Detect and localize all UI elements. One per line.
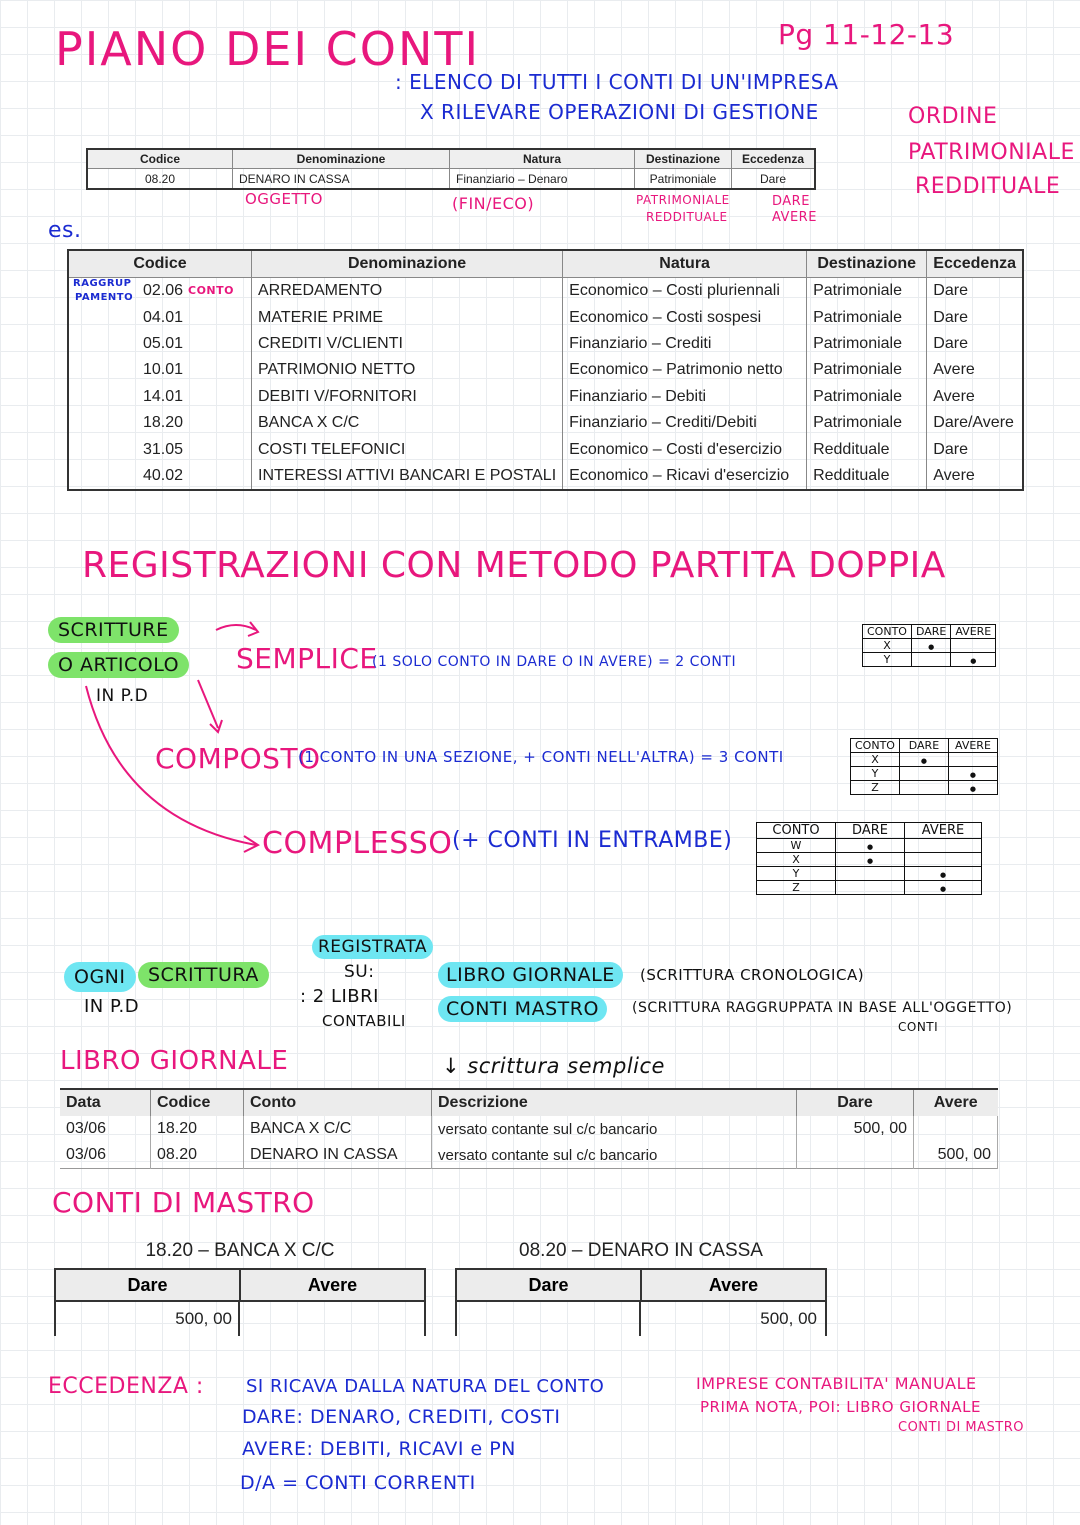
imprese-line-2: PRIMA NOTA, POI: LIBRO GIORNALE (700, 1398, 981, 1416)
example-mark: es. (48, 218, 82, 243)
cell-destinazione: Patrimoniale (807, 357, 927, 383)
cell-destinazione: Patrimoniale (807, 304, 927, 330)
cell-conto: DENARO IN CASSA (244, 1142, 432, 1169)
col-avere: Avere (914, 1089, 998, 1116)
articolo-label: O ARTICOLO (48, 652, 189, 678)
ledger-avere-value (240, 1302, 424, 1336)
libro-giornale-title: LIBRO GIORNALE (60, 1046, 289, 1076)
cell-natura: Economico – Patrimonio netto (563, 357, 807, 383)
note-destinazione-2: REDDITUALE (646, 210, 728, 224)
cell-codice: 18.20 (68, 410, 252, 436)
table-row (68, 357, 1023, 383)
note-raggruppamento-1: RAGGRUP (73, 278, 132, 289)
eccedenza-line-4: D/A = CONTI CORRENTI (240, 1472, 476, 1494)
libro-giornale-label: LIBRO GIORNALE (438, 962, 623, 988)
cell-denominazione: BANCA X C/C (252, 410, 563, 436)
cell-denominazione: DEBITI V/FORNITORI (252, 384, 563, 410)
ledger-dare-header: Dare (457, 1270, 642, 1300)
mini-dare: DARE (899, 739, 948, 753)
definition-line-1: : ELENCO DI TUTTI I CONTI DI UN'IMPRESA (395, 70, 839, 94)
cell-natura: Finanziario – Debiti (563, 384, 807, 410)
mini-dot (836, 839, 905, 853)
table-row (68, 463, 1023, 490)
ogni-label: OGNI (64, 962, 136, 992)
note-conto: CONTO (188, 284, 234, 297)
col-descrizione: Descrizione (432, 1089, 797, 1116)
mini-dare: DARE (911, 625, 950, 639)
table-row (60, 1142, 998, 1169)
cell-descrizione: versato contante sul c/c bancario (432, 1116, 797, 1142)
mini-table-composto (850, 738, 998, 795)
scritture-label: SCRITTURE (48, 617, 179, 643)
cell-denominazione: CREDITI V/CLIENTI (252, 331, 563, 357)
in-pd-label-2: IN P.D (84, 996, 140, 1017)
cell-natura: Finanziario – Crediti/Debiti (563, 410, 807, 436)
scrittura-label: SCRITTURA (138, 962, 269, 988)
cell-data: 03/06 (60, 1142, 151, 1169)
table-row (68, 410, 1023, 436)
table-row (68, 384, 1023, 410)
eccedenza-line-2: DARE: DENARO, CREDITI, COSTI (242, 1406, 561, 1428)
mini-dot (905, 881, 982, 895)
col-data: Data (60, 1089, 151, 1116)
registrata-label: REGISTRATA (312, 935, 433, 959)
cell-codice: 14.01 (68, 384, 252, 410)
cell-denominazione: MATERIE PRIME (252, 304, 563, 330)
mini-avere: AVERE (905, 823, 982, 839)
cell-denominazione: DENARO IN CASSA (233, 169, 450, 190)
page-reference: Pg 11-12-13 (778, 18, 955, 51)
mini-table-semplice (862, 624, 996, 667)
cell-codice: 08.20 (87, 169, 233, 190)
complesso-note: (+ CONTI IN ENTRAMBE) (452, 828, 733, 853)
mini-conto: CONTO (757, 823, 836, 839)
cell-descrizione: versato contante sul c/c bancario (432, 1142, 797, 1169)
eccedenza-line-3: AVERE: DEBITI, RICAVI e PN (242, 1438, 516, 1460)
note-eccedenza-1: DARE (772, 194, 810, 209)
mini-y: Y (757, 867, 836, 881)
composto-label: COMPOSTO (155, 742, 321, 775)
due-libri-label: : 2 LIBRI (300, 986, 379, 1007)
cell-destinazione: Patrimoniale (807, 384, 927, 410)
note-natura: (FIN/ECO) (452, 194, 535, 213)
mini-y: Y (863, 653, 912, 667)
cell-destinazione: Reddituale (807, 436, 927, 462)
order-reddituale: REDDITUALE (915, 174, 1061, 199)
cell-codice: 02.06 (68, 278, 252, 305)
mini-dot (899, 753, 948, 767)
ledger-avere-header: Avere (708, 1275, 759, 1295)
cell-eccedenza: Avere (927, 357, 1023, 383)
cell-destinazione: Patrimoniale (807, 278, 927, 305)
cell-natura: Economico – Ricavi d'esercizio (563, 463, 807, 490)
col-destinazione: Destinazione (807, 250, 927, 278)
cell-eccedenza: Dare (927, 304, 1023, 330)
cell-natura: Finanziario – Crediti (563, 331, 807, 357)
cell-destinazione: Patrimoniale (807, 410, 927, 436)
order-patrimoniale: PATRIMONIALE (908, 140, 1075, 165)
mini-w: W (757, 839, 836, 853)
cell-codice: 31.05 (68, 436, 252, 462)
cell-eccedenza: Avere (927, 384, 1023, 410)
semplice-label: SEMPLICE (236, 642, 378, 675)
cell-codice: 04.01 (68, 304, 252, 330)
cell-codice: 08.20 (151, 1142, 244, 1169)
mini-avere: AVERE (948, 739, 997, 753)
imprese-line-3: CONTI DI MASTRO (898, 1420, 1024, 1435)
table-row (68, 331, 1023, 357)
account-example-table (86, 148, 816, 190)
table-row (60, 1116, 998, 1142)
cell-eccedenza: Avere (927, 463, 1023, 490)
mini-dot (905, 867, 982, 881)
imprese-line-1: IMPRESE CONTABILITA' MANUALE (696, 1374, 977, 1393)
cell-destinazione: Patrimoniale (807, 331, 927, 357)
conti-di-mastro-title: CONTI DI MASTRO (52, 1186, 315, 1219)
col-codice: Codice (68, 250, 252, 278)
libro-giornale-note: (SCRITTURA CRONOLOGICA) (640, 966, 865, 984)
libro-giornale-table (60, 1088, 998, 1169)
ledger-avere-value: 500, 00 (760, 1309, 817, 1328)
cell-eccedenza: Dare (927, 278, 1023, 305)
cell-avere: 500, 00 (914, 1142, 998, 1169)
cell-codice: 05.01 (68, 331, 252, 357)
mini-x: X (757, 853, 836, 867)
table-row (87, 169, 815, 190)
cell-codice: 18.20 (151, 1116, 244, 1142)
mini-z: Z (757, 881, 836, 895)
cell-natura: Economico – Costi pluriennali (563, 278, 807, 305)
cell-natura: Economico – Costi d'esercizio (563, 436, 807, 462)
mini-table-complesso (756, 822, 982, 895)
section-title-partita-doppia: REGISTRAZIONI CON METODO PARTITA DOPPIA (82, 545, 946, 586)
composto-note: (1 CONTO IN UNA SEZIONE, + CONTI NELL'ALTRA) = 3 CONTI (298, 748, 784, 766)
cell-denominazione: ARREDAMENTO (252, 278, 563, 305)
note-oggetto: OGGETTO (245, 190, 323, 208)
mini-conto: CONTO (863, 625, 912, 639)
contabili-label: CONTABILI (322, 1012, 406, 1030)
col-denominazione: Denominazione (252, 250, 563, 278)
mini-x: X (851, 753, 900, 767)
col-destinazione: Destinazione (635, 149, 732, 169)
col-natura: Natura (450, 149, 635, 169)
col-dare: Dare (797, 1089, 914, 1116)
cell-eccedenza: Dare (927, 331, 1023, 357)
table-row (68, 304, 1023, 330)
mini-dot (948, 781, 997, 795)
semplice-note: (1 SOLO CONTO IN DARE O IN AVERE) = 2 CONTI (372, 654, 737, 670)
ledger-dare-value (457, 1302, 641, 1336)
cell-denominazione: COSTI TELEFONICI (252, 436, 563, 462)
cell-dare: 500, 00 (797, 1116, 914, 1142)
mini-dot (948, 767, 997, 781)
cell-codice: 40.02 (68, 463, 252, 490)
note-raggruppamento-2: PAMENTO (75, 292, 134, 303)
mini-y: Y (851, 767, 900, 781)
cell-avere (914, 1116, 998, 1142)
cell-destinazione: Reddituale (807, 463, 927, 490)
mini-avere: AVERE (951, 625, 996, 639)
cell-denominazione: PATRIMONIO NETTO (252, 357, 563, 383)
cell-natura: Economico – Costi sospesi (563, 304, 807, 330)
col-eccedenza: Eccedenza (927, 250, 1023, 278)
mini-dot (951, 653, 996, 667)
ledger-banca (54, 1240, 426, 1336)
eccedenza-line-1: SI RICAVA DALLA NATURA DEL CONTO (246, 1376, 605, 1397)
mini-dot (836, 853, 905, 867)
conti-mastro-note-2: CONTI (898, 1020, 939, 1034)
definition-line-2: X RILEVARE OPERAZIONI DI GESTIONE (420, 100, 819, 124)
col-natura: Natura (563, 250, 807, 278)
scrittura-semplice-note: ↓ scrittura semplice (442, 1054, 665, 1078)
mini-dare: DARE (836, 823, 905, 839)
order-label: ORDINE (908, 104, 998, 129)
ledger-denaro (455, 1240, 827, 1336)
conti-mastro-note: (SCRITTURA RAGGRUPPATA IN BASE ALL'OGGETTO) (632, 1000, 1013, 1016)
cell-eccedenza: Dare (927, 436, 1023, 462)
in-pd-label: IN P.D (96, 686, 149, 706)
cell-denominazione: INTERESSI ATTIVI BANCARI E POSTALI (252, 463, 563, 490)
col-conto: Conto (244, 1089, 432, 1116)
ledger-avere-header: Avere (307, 1275, 358, 1295)
cell-eccedenza: Dare/Avere (927, 410, 1023, 436)
cell-natura: Finanziario – Denaro (450, 169, 635, 190)
eccedenza-label: ECCEDENZA : (48, 1374, 204, 1399)
col-denominazione: Denominazione (233, 149, 450, 169)
mini-x: X (863, 639, 912, 653)
table-row (68, 436, 1023, 462)
conti-mastro-label: CONTI MASTRO (438, 996, 607, 1022)
cell-destinazione: Patrimoniale (635, 169, 732, 190)
cell-dare (797, 1142, 914, 1169)
ledger-dare-header: Dare (56, 1270, 241, 1300)
mini-dot (911, 639, 950, 653)
col-eccedenza: Eccedenza (732, 149, 816, 169)
ledger-title: 08.20 – DENARO IN CASSA (519, 1240, 763, 1261)
ledger-dare-value: 500, 00 (56, 1302, 240, 1336)
cell-data: 03/06 (60, 1116, 151, 1142)
mini-z: Z (851, 781, 900, 795)
page-title: PIANO DEI CONTI (55, 22, 481, 76)
cell-conto: BANCA X C/C (244, 1116, 432, 1142)
su-label: SU: (344, 962, 375, 982)
cell-codice: 10.01 (68, 357, 252, 383)
col-codice: Codice (151, 1089, 244, 1116)
cell-eccedenza: Dare (732, 169, 816, 190)
note-destinazione-1: PATRIMONIALE (636, 193, 730, 207)
complesso-label: COMPLESSO (262, 826, 453, 861)
mini-conto: CONTO (851, 739, 900, 753)
col-codice: Codice (87, 149, 233, 169)
note-eccedenza-2: AVERE (772, 210, 817, 225)
ledger-title: 18.20 – BANCA X C/C (145, 1240, 335, 1261)
